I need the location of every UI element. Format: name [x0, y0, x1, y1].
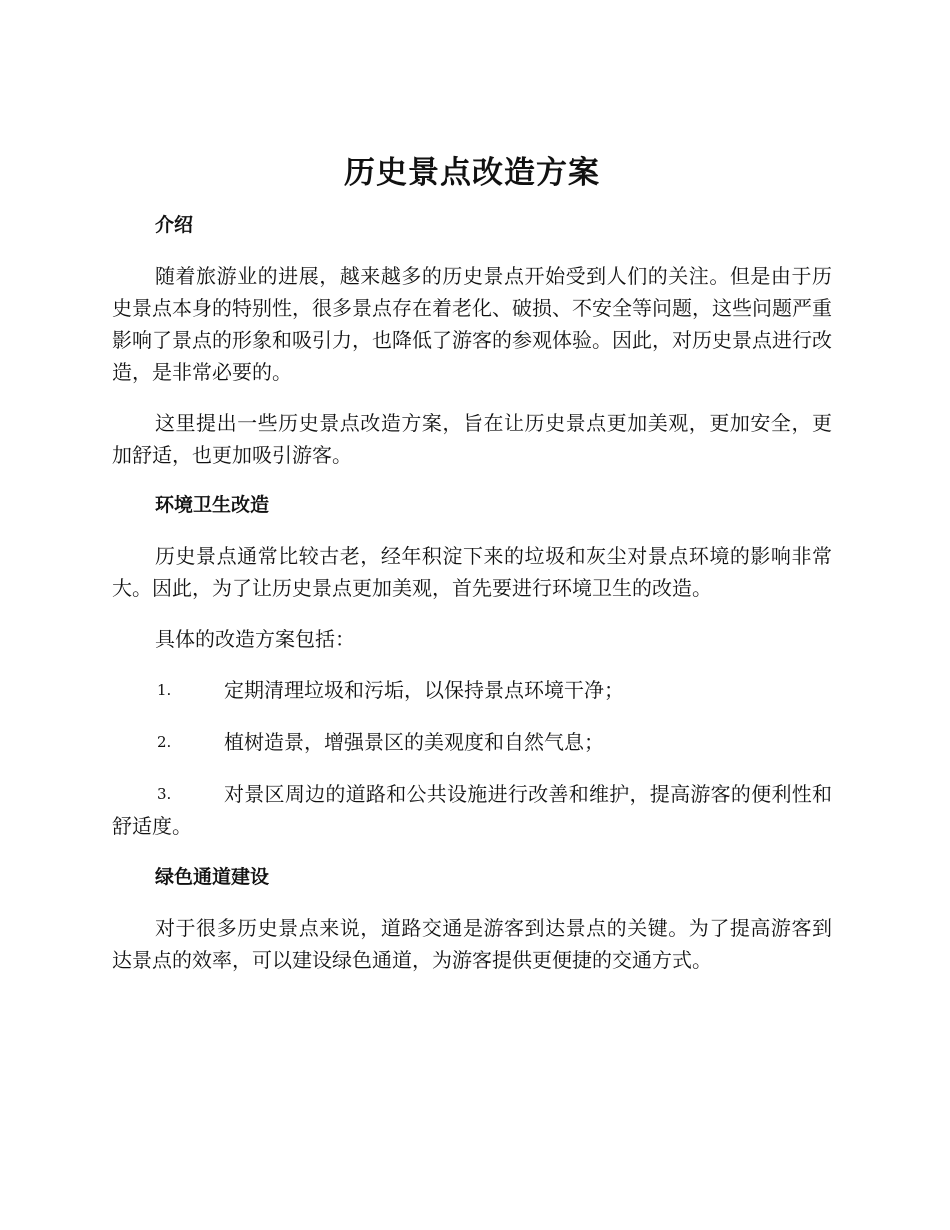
list-text: 植树造景，增强景区的美观度和自然气息； — [224, 730, 604, 754]
section-environment — [112, 490, 832, 842]
list-number: 3. — [157, 785, 172, 803]
list-item — [112, 778, 832, 842]
list-text: 对景区周边的道路和公共设施进行改善和维护，提高游客的便利性和舒适度。 — [112, 782, 832, 838]
document-title: 历史景点改造方案 — [344, 155, 600, 191]
paragraph: 这里提出一些历史景点改造方案，旨在让历史景点更加美观，更加安全，更加舒适，也更加吸引游客。 — [112, 411, 832, 467]
list-item — [112, 674, 832, 706]
paragraph: 历史景点通常比较古老，经年积淀下来的垃圾和灰尘对景点环境的影响非常大。因此，为了让历史景点更加美观，首先要进行环境卫生的改造。 — [112, 544, 832, 600]
paragraph: 随着旅游业的进展，越来越多的历史景点开始受到人们的关注。但是由于历史景点本身的特别性，很多景点存在着老化、破损、不安全等问题，这些问题严重影响了景点的形象和吸引力，也降低了游客的参观体验。因此，对历史景点进行改造，是非常必要的。 — [112, 264, 832, 384]
paragraph: 具体的改造方案包括： — [155, 627, 355, 651]
paragraph: 对于很多历史景点来说，道路交通是游客到达景点的关键。为了提高游客到达景点的效率，可以建设绿色通道，为游客提供更便捷的交通方式。 — [112, 916, 832, 972]
section-heading: 介绍 — [155, 214, 194, 236]
list-text: 定期清理垃圾和污垢，以保持景点环境干净； — [224, 678, 624, 702]
list-number: 2. — [157, 733, 172, 751]
section-green-channel — [112, 862, 832, 976]
list-number: 1. — [157, 681, 172, 699]
list-item — [112, 726, 832, 758]
document-page — [112, 150, 832, 995]
section-introduction — [112, 210, 832, 471]
section-heading: 环境卫生改造 — [155, 494, 270, 516]
section-heading: 绿色通道建设 — [155, 866, 270, 888]
